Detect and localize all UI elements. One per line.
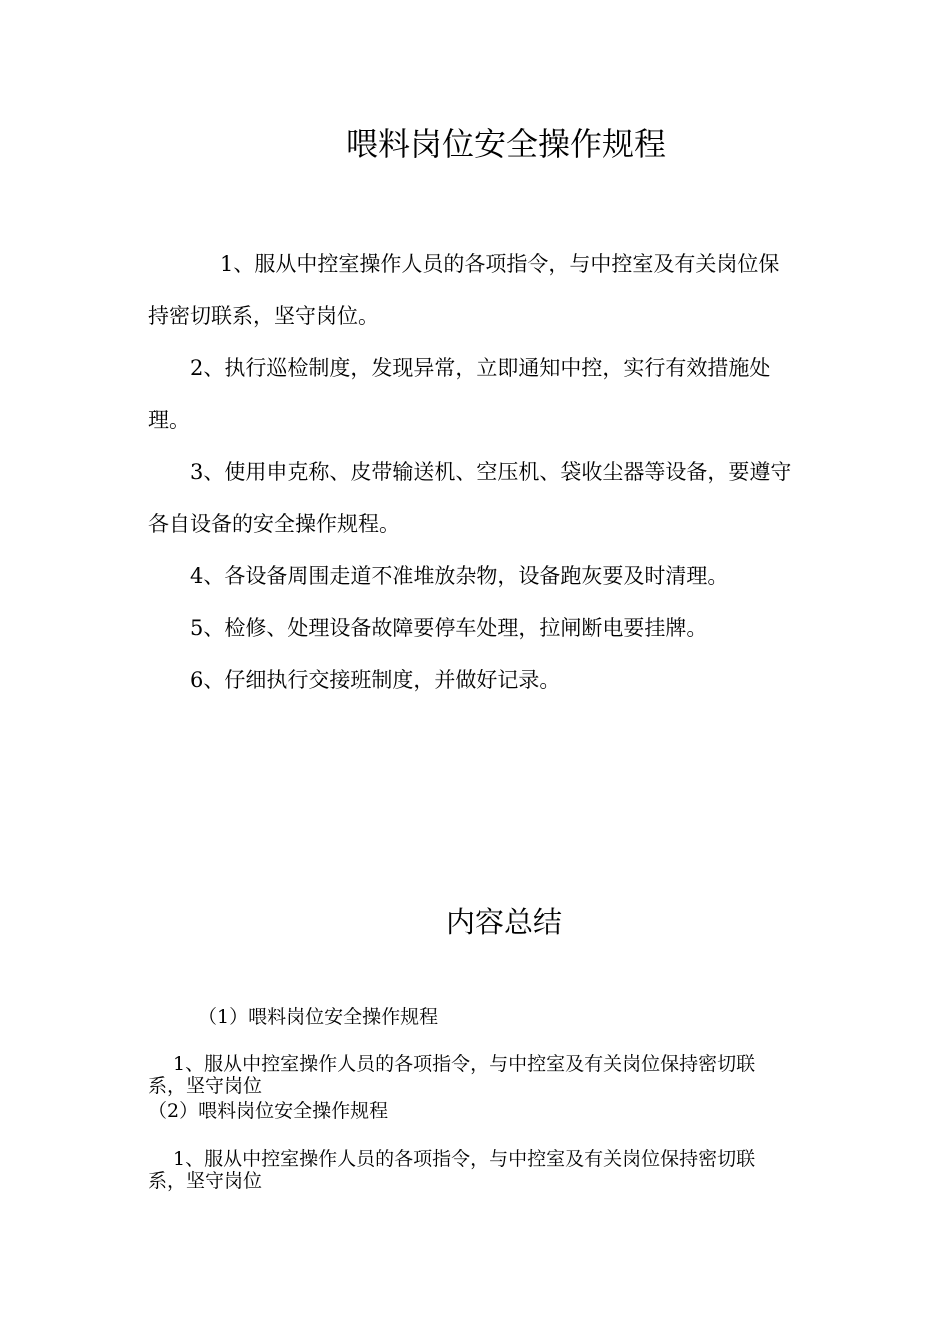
- summary-item-2-heading: （2）喂料岗位安全操作规程: [148, 1100, 389, 1122]
- rule-item-6: 6、仔细执行交接班制度，并做好记录。: [190, 668, 561, 692]
- summary-title: 内容总结: [445, 905, 562, 939]
- rule-item-3: 3、使用申克称、皮带输送机、空压机、袋收尘器等设备，要遵守各自设备的安全操作规程。: [148, 460, 792, 536]
- rule-item-4: 4、各设备周围走道不准堆放杂物，设备跑灰要及时清理。: [190, 564, 729, 588]
- summary-item-1-heading: （1）喂料岗位安全操作规程: [198, 1006, 439, 1028]
- page-title: 喂料岗位安全操作规程: [345, 125, 666, 163]
- rule-item-1: 1、服从中控室操作人员的各项指令，与中控室及有关岗位保持密切联系，坚守岗位。: [148, 252, 780, 328]
- rule-item-5: 5、检修、处理设备故障要停车处理，拉闸断电要挂牌。: [190, 616, 708, 640]
- rules-list: [148, 238, 793, 706]
- rule-item-2: 2、执行巡检制度，发现异常，立即通知中控，实行有效措施处理。: [148, 356, 771, 432]
- summary-item-2-body: 1、服从中控室操作人员的各项指令，与中控室及有关岗位保持密切联系，坚守岗位: [148, 1148, 756, 1192]
- summary-item-1-body: 1、服从中控室操作人员的各项指令，与中控室及有关岗位保持密切联系，坚守岗位: [148, 1053, 756, 1097]
